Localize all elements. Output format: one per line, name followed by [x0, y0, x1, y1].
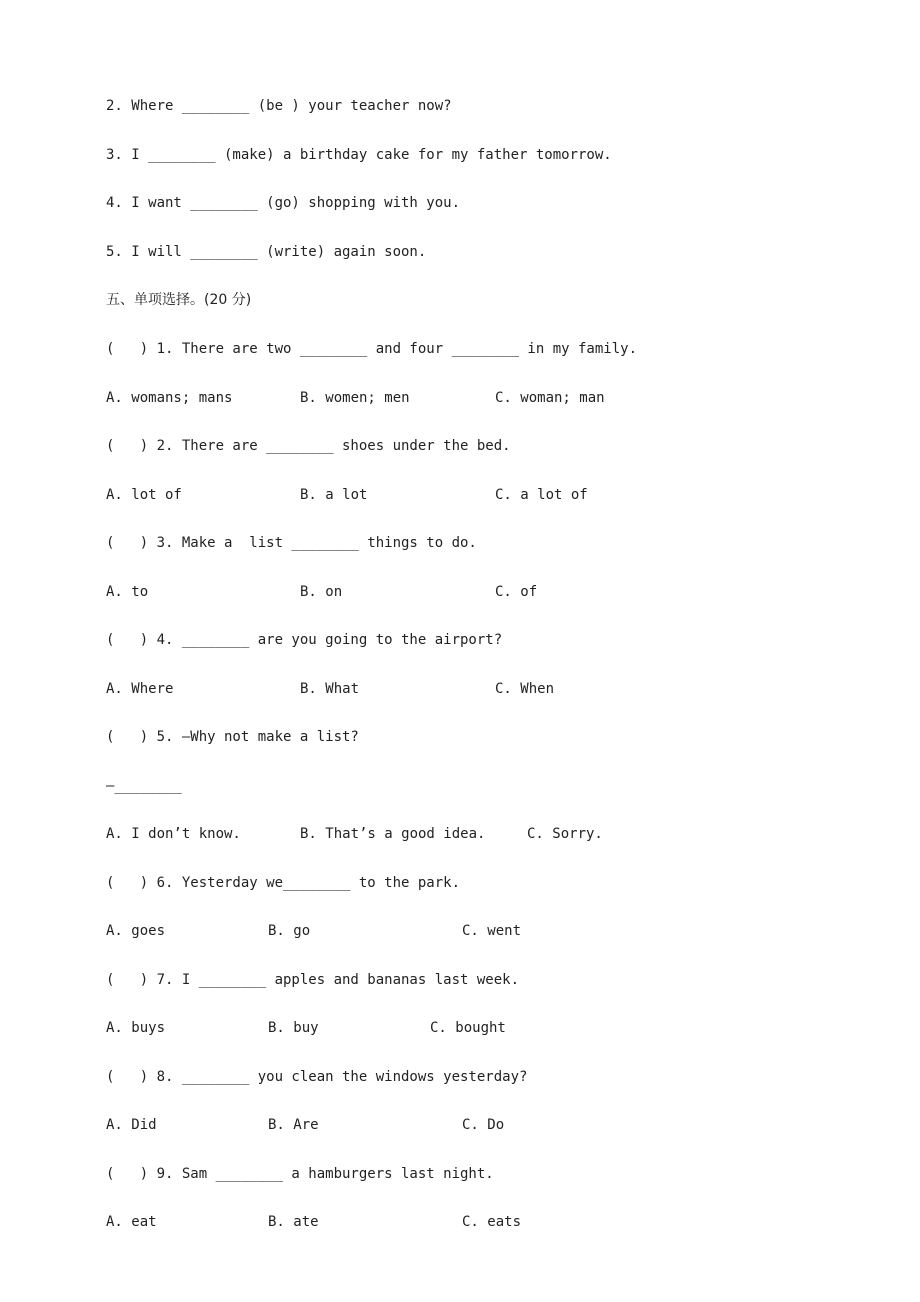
option-8c: C. Do — [462, 1117, 505, 1133]
option-2c: C. a lot of — [495, 487, 588, 503]
option-9a: A. eat — [106, 1214, 157, 1230]
option-5a: A. I don’t know. — [106, 826, 241, 842]
option-6b: B. go — [268, 923, 311, 939]
option-5b: B. That’s a good idea. — [300, 826, 486, 842]
option-5c: C. Sorry. — [527, 826, 603, 842]
question-8: ( ) 8. ________ you clean the windows yesterday? — [106, 1069, 528, 1085]
question-7: ( ) 7. I ________ apples and bananas last week. — [106, 972, 520, 988]
option-6a: A. goes — [106, 923, 166, 939]
fill-item-5: 5. I will ________ (write) again soon. — [106, 244, 427, 260]
option-7b: B. buy — [268, 1020, 319, 1036]
question-3: ( ) 3. Make a list ________ things to do. — [106, 535, 477, 551]
question-6: ( ) 6. Yesterday we________ to the park. — [106, 875, 461, 891]
question-2: ( ) 2. There are ________ shoes under the bed. — [106, 438, 511, 454]
option-2b: B. a lot — [300, 487, 368, 503]
fill-item-4: 4. I want ________ (go) shopping with you. — [106, 195, 461, 211]
section-heading: 五、单项选择。(20 分) — [106, 292, 252, 308]
option-3a: A. to — [106, 584, 149, 600]
answer-blank-5: —________ — [106, 778, 182, 794]
option-3c: C. of — [495, 584, 538, 600]
option-1c: C. woman; man — [495, 390, 605, 406]
question-5: ( ) 5. —Why not make a list? — [106, 729, 359, 745]
question-1: ( ) 1. There are two ________ and four ________ in my family. — [106, 341, 638, 357]
fill-item-3: 3. I ________ (make) a birthday cake for my father tomorrow. — [106, 147, 612, 163]
option-4c: C. When — [495, 681, 555, 697]
option-7a: A. buys — [106, 1020, 166, 1036]
question-9: ( ) 9. Sam ________ a hamburgers last night. — [106, 1166, 494, 1182]
option-9b: B. ate — [268, 1214, 319, 1230]
option-4a: A. Where — [106, 681, 174, 697]
fill-item-2: 2. Where ________ (be ) your teacher now? — [106, 98, 452, 114]
option-4b: B. What — [300, 681, 360, 697]
option-6c: C. went — [462, 923, 522, 939]
option-1a: A. womans; mans — [106, 390, 233, 406]
option-3b: B. on — [300, 584, 343, 600]
option-8b: B. Are — [268, 1117, 319, 1133]
option-1b: B. women; men — [300, 390, 410, 406]
question-4: ( ) 4. ________ are you going to the airport? — [106, 632, 503, 648]
option-9c: C. eats — [462, 1214, 522, 1230]
option-8a: A. Did — [106, 1117, 157, 1133]
option-2a: A. lot of — [106, 487, 182, 503]
option-7c: C. bought — [430, 1020, 506, 1036]
